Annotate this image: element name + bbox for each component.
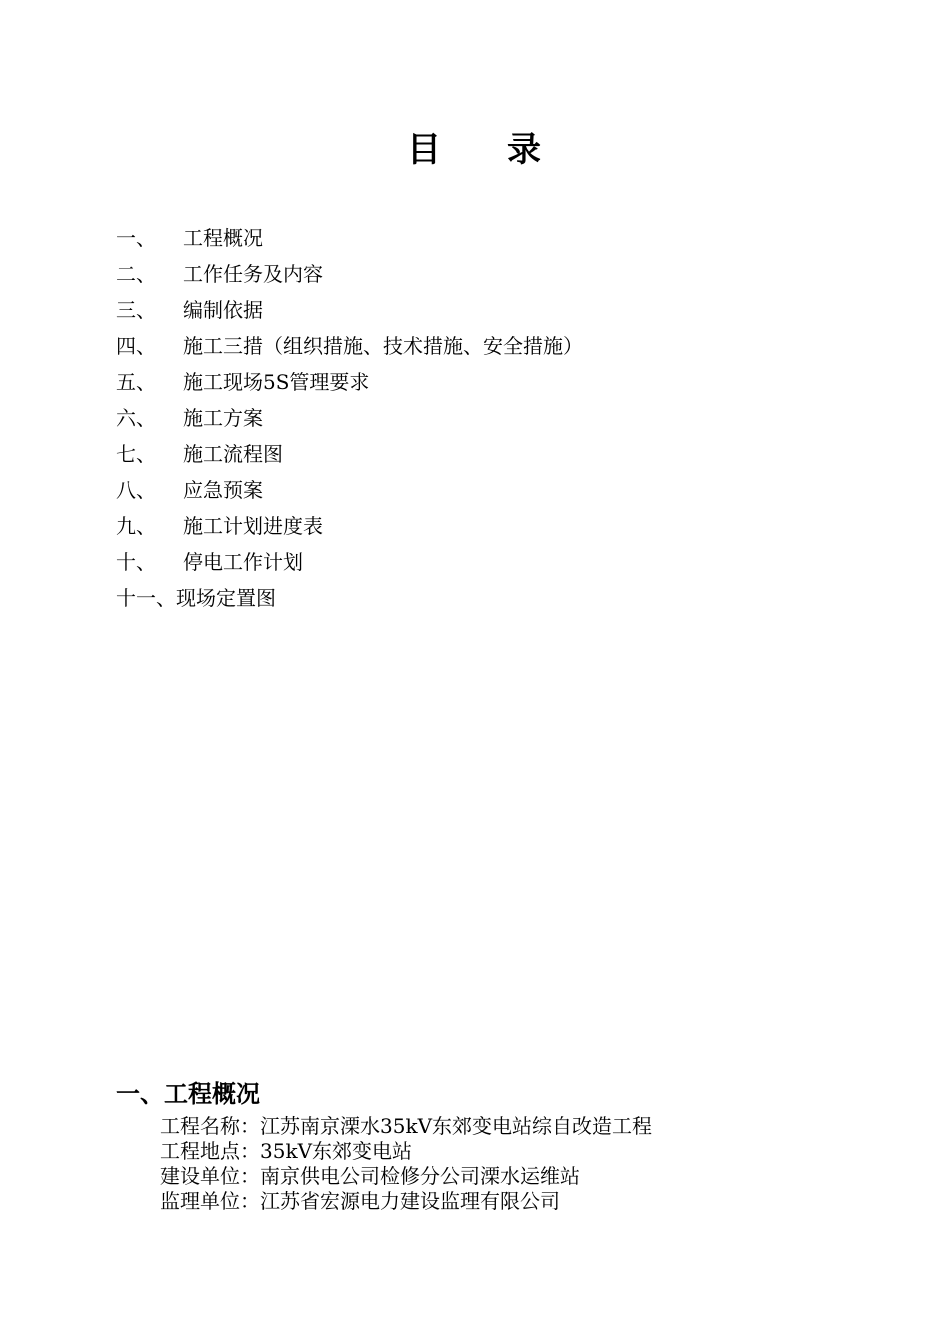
toc-item: [116, 328, 816, 364]
toc-title-char-1: 目: [407, 130, 443, 170]
toc-item-text: 施工三措（组织措施、技术措施、安全措施）: [183, 334, 583, 358]
toc-item-number: 一、: [116, 226, 156, 250]
toc-item: [116, 400, 816, 436]
toc-item-text: 应急预案: [183, 478, 263, 502]
toc-item-number: 八、: [116, 478, 156, 502]
toc-item-number: 四、: [116, 334, 156, 358]
toc-item-text: 停电工作计划: [183, 550, 303, 574]
toc-item: [116, 364, 816, 400]
toc-item-text: 现场定置图: [176, 586, 276, 610]
toc-item: [116, 436, 816, 472]
section-heading: 一、工程概况: [116, 1080, 260, 1108]
toc-item-number: 五、: [116, 370, 156, 394]
toc-item-text: 施工流程图: [183, 442, 283, 466]
toc-item: [116, 472, 816, 508]
toc-item: [116, 580, 816, 616]
toc-item-number: 三、: [116, 298, 156, 322]
toc-title: [0, 128, 950, 172]
toc-item-text: 施工方案: [183, 406, 263, 430]
toc-item-text: 施工现场5S管理要求: [183, 370, 370, 394]
supervision-unit-line: 监理单位：江苏省宏源电力建设监理有限公司: [160, 1189, 560, 1213]
toc-item-text: 施工计划进度表: [183, 514, 323, 538]
toc-item-number: 九、: [116, 514, 156, 538]
project-location-line: 工程地点：35kV东郊变电站: [160, 1139, 413, 1163]
toc-item-text: 编制依据: [183, 298, 263, 322]
toc-list: [116, 220, 816, 616]
project-info-list: [160, 1114, 876, 1214]
toc-item-number: 十一、: [116, 586, 176, 610]
toc-item: [116, 508, 816, 544]
toc-item-number: 二、: [116, 262, 156, 286]
toc-item: [116, 544, 816, 580]
toc-item-number: 十、: [116, 550, 156, 574]
toc-item-number: 七、: [116, 442, 156, 466]
toc-item: [116, 220, 816, 256]
toc-title-char-2: 录: [507, 130, 543, 170]
toc-item: [116, 256, 816, 292]
construction-unit-line: 建设单位：南京供电公司检修分公司溧水运维站: [160, 1164, 580, 1188]
toc-item-number: 六、: [116, 406, 156, 430]
project-name-line: 工程名称：江苏南京溧水35kV东郊变电站综自改造工程: [160, 1114, 653, 1138]
toc-item-text: 工程概况: [183, 226, 263, 250]
toc-item: [116, 292, 816, 328]
toc-item-text: 工作任务及内容: [183, 262, 323, 286]
section-project-overview: [116, 1076, 876, 1214]
